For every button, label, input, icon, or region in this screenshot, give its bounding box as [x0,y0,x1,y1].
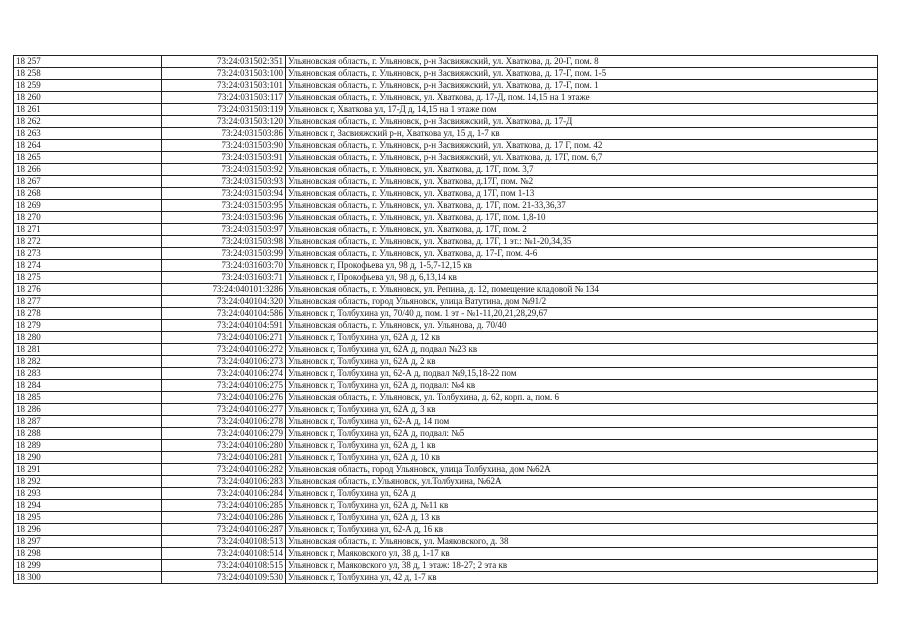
cadastral-number-cell: 73:24:040106:285 [162,500,286,512]
table-row [14,380,878,392]
cadastral-number-cell: 73:24:040104:586 [162,308,286,320]
cadastral-number-cell: 73:24:031503:99 [162,248,286,260]
table-row [14,152,878,164]
row-number-cell: 18 258 [14,68,162,80]
table-row [14,164,878,176]
address-cell: Ульяновская область, г. Ульяновск, ул. Хваткова, д. 17Г, пом. 2 [286,224,878,236]
table-row [14,176,878,188]
registry-table-container [13,55,877,584]
table-row [14,56,878,68]
cadastral-number-cell: 73:24:040109:530 [162,572,286,584]
cadastral-number-cell: 73:24:040104:320 [162,296,286,308]
cadastral-number-cell: 73:24:031503:90 [162,140,286,152]
table-row [14,116,878,128]
address-cell: Ульяновск г, Прокофьева ул, 98 д, 1-5,7-12,15 кв [286,260,878,272]
row-number-cell: 18 276 [14,284,162,296]
address-cell: Ульяновская область, г. Ульяновск, ул. Репина, д. 12, помещение кладовой № 134 [286,284,878,296]
row-number-cell: 18 265 [14,152,162,164]
address-cell: Ульяновск г, Толбухина ул, 62-А д, подвал №9,15,18-22 пом [286,368,878,380]
row-number-cell: 18 281 [14,344,162,356]
cadastral-number-cell: 73:24:040106:272 [162,344,286,356]
address-cell: Ульяновская область, г. Ульяновск, р-н Засвияжский, ул. Хваткова, д. 17-Г, пом. 1 [286,80,878,92]
cadastral-number-cell: 73:24:040106:286 [162,512,286,524]
row-number-cell: 18 290 [14,452,162,464]
address-cell: Ульяновск г, Толбухина ул, 62А д [286,488,878,500]
registry-table [13,55,878,584]
row-number-cell: 18 260 [14,92,162,104]
address-cell: Ульяновск г, Толбухина ул, 62А д, 10 кв [286,452,878,464]
table-row [14,236,878,248]
address-cell: Ульяновск г, Толбухина ул, 62А д, 13 кв [286,512,878,524]
cadastral-number-cell: 73:24:031603:71 [162,272,286,284]
table-row [14,464,878,476]
address-cell: Ульяновск г, Засвияжский р-н, Хваткова ул, 15 д, 1-7 кв [286,128,878,140]
row-number-cell: 18 291 [14,464,162,476]
address-cell: Ульяновск г, Маяковского ул, 38 д, 1 этаж: 18-27; 2 эта кв [286,560,878,572]
table-row [14,260,878,272]
table-row [14,500,878,512]
table-row [14,476,878,488]
cadastral-number-cell: 73:24:031503:94 [162,188,286,200]
table-row [14,356,878,368]
address-cell: Ульяновская область, г. Ульяновск, р-н Засвияжский, ул. Хваткова, д. 17-Г, пом. 1-5 [286,68,878,80]
cadastral-number-cell: 73:24:031503:98 [162,236,286,248]
cadastral-number-cell: 73:24:040106:277 [162,404,286,416]
row-number-cell: 18 284 [14,380,162,392]
address-cell: Ульяновск г, Толбухина ул, 70/40 д, пом. 1 эт - №1-11,20,21,28,29,67 [286,308,878,320]
row-number-cell: 18 288 [14,428,162,440]
row-number-cell: 18 287 [14,416,162,428]
address-cell: Ульяновск г, Толбухина ул, 62А д, подвал: №5 [286,428,878,440]
row-number-cell: 18 274 [14,260,162,272]
row-number-cell: 18 297 [14,536,162,548]
row-number-cell: 18 271 [14,224,162,236]
table-row [14,344,878,356]
row-number-cell: 18 286 [14,404,162,416]
cadastral-number-cell: 73:24:031503:96 [162,212,286,224]
address-cell: Ульяновск г, Толбухина ул, 62-А д, 14 пом [286,416,878,428]
row-number-cell: 18 292 [14,476,162,488]
row-number-cell: 18 272 [14,236,162,248]
table-row [14,416,878,428]
cadastral-number-cell: 73:24:031603:70 [162,260,286,272]
table-row [14,548,878,560]
row-number-cell: 18 268 [14,188,162,200]
cadastral-number-cell: 73:24:040106:282 [162,464,286,476]
address-cell: Ульяновская область, г. Ульяновск, р-н Засвияжский, ул. Хваткова, д. 17Г, пом. 6,7 [286,152,878,164]
table-row [14,248,878,260]
cadastral-number-cell: 73:24:031503:101 [162,80,286,92]
cadastral-number-cell: 73:24:040106:274 [162,368,286,380]
row-number-cell: 18 296 [14,524,162,536]
registry-table-body [14,56,878,584]
table-row [14,296,878,308]
table-row [14,440,878,452]
table-row [14,320,878,332]
table-row [14,284,878,296]
row-number-cell: 18 262 [14,116,162,128]
table-row [14,452,878,464]
table-row [14,560,878,572]
address-cell: Ульяновская область, г. Ульяновск, ул. Хваткова, д. 17Г, 1 эт.: №1-20,34,35 [286,236,878,248]
address-cell: Ульяновская область, г. Ульяновск, ул. Ульянова, д. 70/40 [286,320,878,332]
cadastral-number-cell: 73:24:040106:280 [162,440,286,452]
cadastral-number-cell: 73:24:031503:119 [162,104,286,116]
cadastral-number-cell: 73:24:040108:513 [162,536,286,548]
address-cell: Ульяновск г, Толбухина ул, 62А д, 2 кв [286,356,878,368]
table-row [14,488,878,500]
cadastral-number-cell: 73:24:031503:95 [162,200,286,212]
row-number-cell: 18 295 [14,512,162,524]
cadastral-number-cell: 73:24:040106:283 [162,476,286,488]
table-row [14,404,878,416]
row-number-cell: 18 280 [14,332,162,344]
table-row [14,272,878,284]
table-row [14,104,878,116]
table-row [14,140,878,152]
row-number-cell: 18 257 [14,56,162,68]
address-cell: Ульяновская область, город Ульяновск, улица Толбухина, дом №62А [286,464,878,476]
row-number-cell: 18 299 [14,560,162,572]
row-number-cell: 18 285 [14,392,162,404]
address-cell: Ульяновская область, г. Ульяновск, ул. Хваткова, д.17Г, пом. №2 [286,176,878,188]
row-number-cell: 18 300 [14,572,162,584]
address-cell: Ульяновская область, г. Ульяновск, р-н Засвияжский, ул. Хваткова, д. 20-Г, пом. 8 [286,56,878,68]
address-cell: Ульяновская область, г. Ульяновск, ул. Хваткова, д. 17-Д, пом. 14,15 на 1 этаже [286,92,878,104]
cadastral-number-cell: 73:24:040106:281 [162,452,286,464]
address-cell: Ульяновская область, г. Ульяновск, ул. Хваткова, д. 17Г, пом. 3,7 [286,164,878,176]
table-row [14,92,878,104]
table-row [14,308,878,320]
address-cell: Ульяновская область, г. Ульяновск, ул. Маяковского, д. 38 [286,536,878,548]
address-cell: Ульяновская область, г. Ульяновск, р-н Засвияжский, ул. Хваткова, д. 17-Д [286,116,878,128]
row-number-cell: 18 298 [14,548,162,560]
row-number-cell: 18 282 [14,356,162,368]
row-number-cell: 18 289 [14,440,162,452]
cadastral-number-cell: 73:24:040108:515 [162,560,286,572]
cadastral-number-cell: 73:24:031503:120 [162,116,286,128]
address-cell: Ульяновская область, г. Ульяновск, ул. Хваткова, д. 17Г, пом. 21-33,36,37 [286,200,878,212]
table-row [14,80,878,92]
cadastral-number-cell: 73:24:031503:86 [162,128,286,140]
row-number-cell: 18 278 [14,308,162,320]
address-cell: Ульяновск г, Толбухина ул, 62А д, подвал №23 кв [286,344,878,356]
address-cell: Ульяновск г, Маяковского ул, 38 д, 1-17 кв [286,548,878,560]
cadastral-number-cell: 73:24:040106:276 [162,392,286,404]
table-row [14,524,878,536]
address-cell: Ульяновск г, Толбухина ул, 62А д, 3 кв [286,404,878,416]
table-row [14,200,878,212]
cadastral-number-cell: 73:24:040104:591 [162,320,286,332]
cadastral-number-cell: 73:24:040106:275 [162,380,286,392]
address-cell: Ульяновск г, Толбухина ул, 62А д, №11 кв [286,500,878,512]
address-cell: Ульяновская область, город Ульяновск, улица Ватутина, дом №91/2 [286,296,878,308]
table-row [14,572,878,584]
row-number-cell: 18 275 [14,272,162,284]
table-row [14,128,878,140]
cadastral-number-cell: 73:24:040106:273 [162,356,286,368]
table-row [14,512,878,524]
cadastral-number-cell: 73:24:040106:279 [162,428,286,440]
address-cell: Ульяновская область, г. Ульяновск, ул. Хваткова, д. 17-Г, пом. 4-6 [286,248,878,260]
cadastral-number-cell: 73:24:031503:93 [162,176,286,188]
address-cell: Ульяновская область, г. Ульяновск, ул. Хваткова, д 17Г, пом 1-13 [286,188,878,200]
table-row [14,332,878,344]
table-row [14,188,878,200]
table-row [14,428,878,440]
cadastral-number-cell: 73:24:031503:117 [162,92,286,104]
address-cell: Ульяновская область, г.Ульяновск, ул.Толбухина, №62А [286,476,878,488]
cadastral-number-cell: 73:24:040101:3286 [162,284,286,296]
address-cell: Ульяновск г, Толбухина ул, 62А д, подвал: №4 кв [286,380,878,392]
row-number-cell: 18 259 [14,80,162,92]
address-cell: Ульяновск г, Толбухина ул, 62-А д, 16 кв [286,524,878,536]
cadastral-number-cell: 73:24:031503:92 [162,164,286,176]
address-cell: Ульяновск г, Толбухина ул, 62А д, 12 кв [286,332,878,344]
row-number-cell: 18 267 [14,176,162,188]
table-row [14,68,878,80]
address-cell: Ульяновск г, Прокофьева ул, 98 д, 6,13,14 кв [286,272,878,284]
address-cell: Ульяновская область, г. Ульяновск, ул. Толбухина, д. 62, корп. а, пом. 6 [286,392,878,404]
row-number-cell: 18 270 [14,212,162,224]
row-number-cell: 18 277 [14,296,162,308]
table-row [14,392,878,404]
address-cell: Ульяновск г, Хваткова ул, 17-Д д, 14,15 на 1 этаже пом [286,104,878,116]
row-number-cell: 18 283 [14,368,162,380]
row-number-cell: 18 279 [14,320,162,332]
cadastral-number-cell: 73:24:031503:97 [162,224,286,236]
table-row [14,368,878,380]
address-cell: Ульяновск г, Толбухина ул, 42 д, 1-7 кв [286,572,878,584]
table-row [14,536,878,548]
cadastral-number-cell: 73:24:040106:271 [162,332,286,344]
row-number-cell: 18 293 [14,488,162,500]
table-row [14,212,878,224]
cadastral-number-cell: 73:24:031503:91 [162,152,286,164]
cadastral-number-cell: 73:24:040106:278 [162,416,286,428]
cadastral-number-cell: 73:24:031502:351 [162,56,286,68]
row-number-cell: 18 261 [14,104,162,116]
row-number-cell: 18 269 [14,200,162,212]
table-row [14,224,878,236]
row-number-cell: 18 264 [14,140,162,152]
cadastral-number-cell: 73:24:040108:514 [162,548,286,560]
row-number-cell: 18 294 [14,500,162,512]
address-cell: Ульяновск г, Толбухина ул, 62А д, 1 кв [286,440,878,452]
cadastral-number-cell: 73:24:031503:100 [162,68,286,80]
cadastral-number-cell: 73:24:040106:284 [162,488,286,500]
row-number-cell: 18 273 [14,248,162,260]
address-cell: Ульяновская область, г. Ульяновск, ул. Хваткова, д. 17Г, пом. 1,8-10 [286,212,878,224]
row-number-cell: 18 263 [14,128,162,140]
address-cell: Ульяновская область, г. Ульяновск, р-н Засвияжский, ул. Хваткова, д. 17 Г, пом. 42 [286,140,878,152]
cadastral-number-cell: 73:24:040106:287 [162,524,286,536]
row-number-cell: 18 266 [14,164,162,176]
